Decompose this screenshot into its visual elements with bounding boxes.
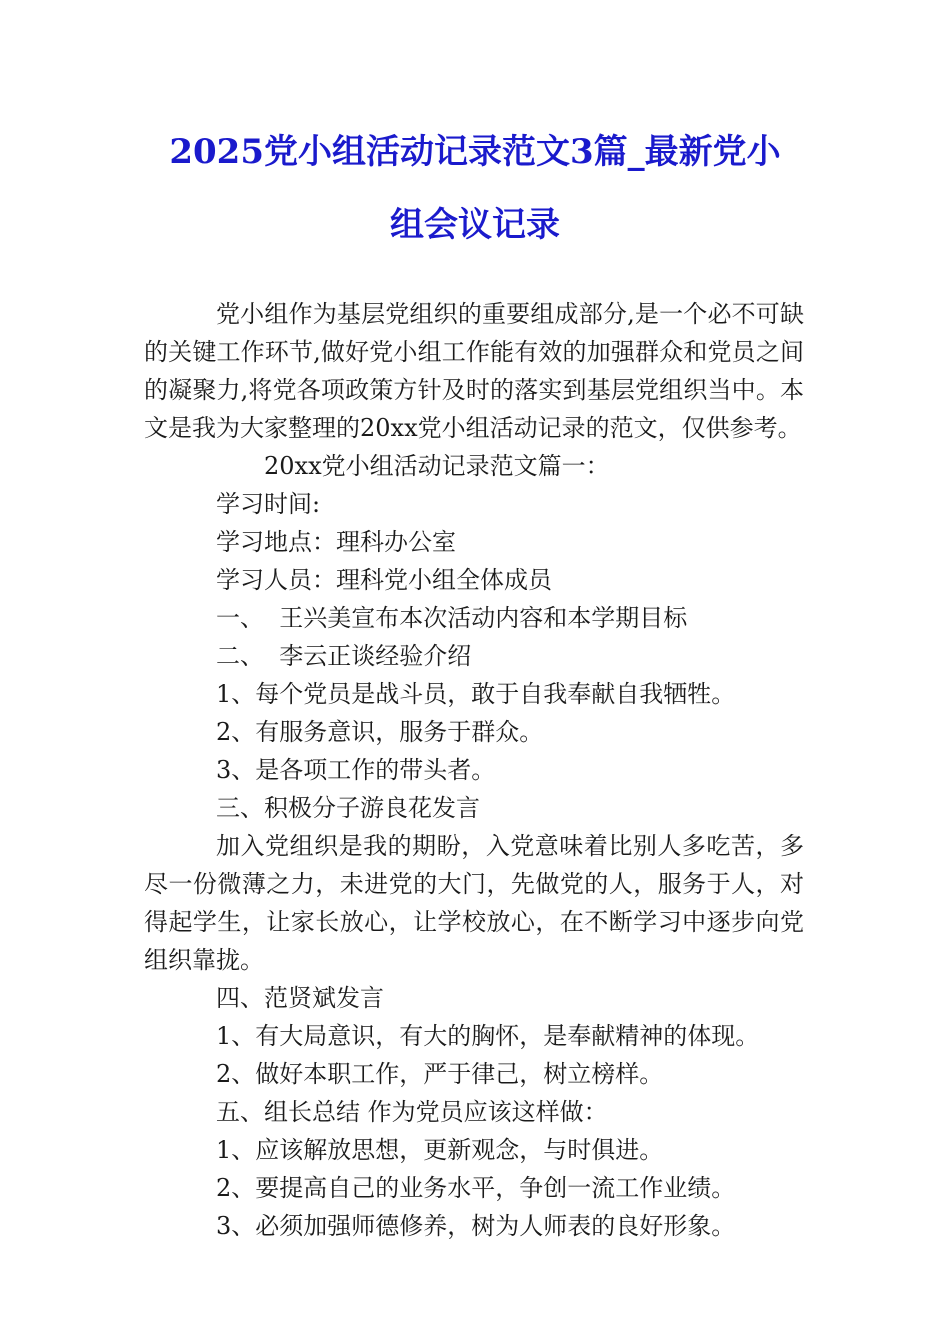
study-time: 学习时间: xyxy=(216,490,321,518)
agenda-item-4: 四、范贤斌发言 xyxy=(216,984,384,1012)
study-place: 学习地点：理科办公室 xyxy=(216,528,456,556)
agenda-item-5: 五、组长总结 作为党员应该这样做： xyxy=(216,1098,608,1126)
agenda-item-1: 一、 王兴美宣布本次活动内容和本学期目标 xyxy=(216,604,688,632)
section-title: 20xx党小组活动记录范文篇一： xyxy=(264,452,610,480)
study-people: 学习人员：理科党小组全体成员 xyxy=(216,566,552,594)
document-title-line-2: 组会议记录 xyxy=(390,205,560,245)
agenda-item-2-point-1: 1、每个党员是战斗员，敢于自我奉献自我牺牲。 xyxy=(216,680,736,708)
agenda-item-5-point-2: 2、要提高自己的业务水平，争创一流工作业绩。 xyxy=(216,1174,736,1202)
document-body xyxy=(144,295,804,1245)
intro-paragraph: 党小组作为基层党组织的重要组成部分,是一个必不可缺的关键工作环节,做好党小组工作能有效的加强群众和党员之间的凝聚力,将党各项政策方针及时的落实到基层党组织当中。本文是我为大家整理的20xx党小组活动记录的范文，仅供参考。 xyxy=(144,300,804,442)
agenda-item-2: 二、 李云正谈经验介绍 xyxy=(216,642,472,670)
agenda-item-5-point-1: 1、应该解放思想，更新观念，与时俱进。 xyxy=(216,1136,664,1164)
agenda-item-5-point-3: 3、必须加强师德修养，树为人师表的良好形象。 xyxy=(216,1212,736,1240)
agenda-item-3: 三、积极分子游良花发言 xyxy=(216,794,480,822)
agenda-item-3-paragraph: 加入党组织是我的期盼，入党意味着比别人多吃苦，多尽一份微薄之力，未进党的大门，先做党的人，服务于人，对得起学生，让家长放心，让学校放心，在不断学习中逐步向党组织靠拢。 xyxy=(144,832,804,974)
agenda-item-4-point-1: 1、有大局意识，有大的胸怀，是奉献精神的体现。 xyxy=(216,1022,760,1050)
agenda-item-2-point-3: 3、是各项工作的带头者。 xyxy=(216,756,496,784)
agenda-item-4-point-2: 2、做好本职工作，严于律己，树立榜样。 xyxy=(216,1060,664,1088)
agenda-item-2-point-2: 2、有服务意识，服务于群众。 xyxy=(216,718,544,746)
document-title-line-1: 2025党小组活动记录范文3篇_最新党小 xyxy=(169,132,781,172)
